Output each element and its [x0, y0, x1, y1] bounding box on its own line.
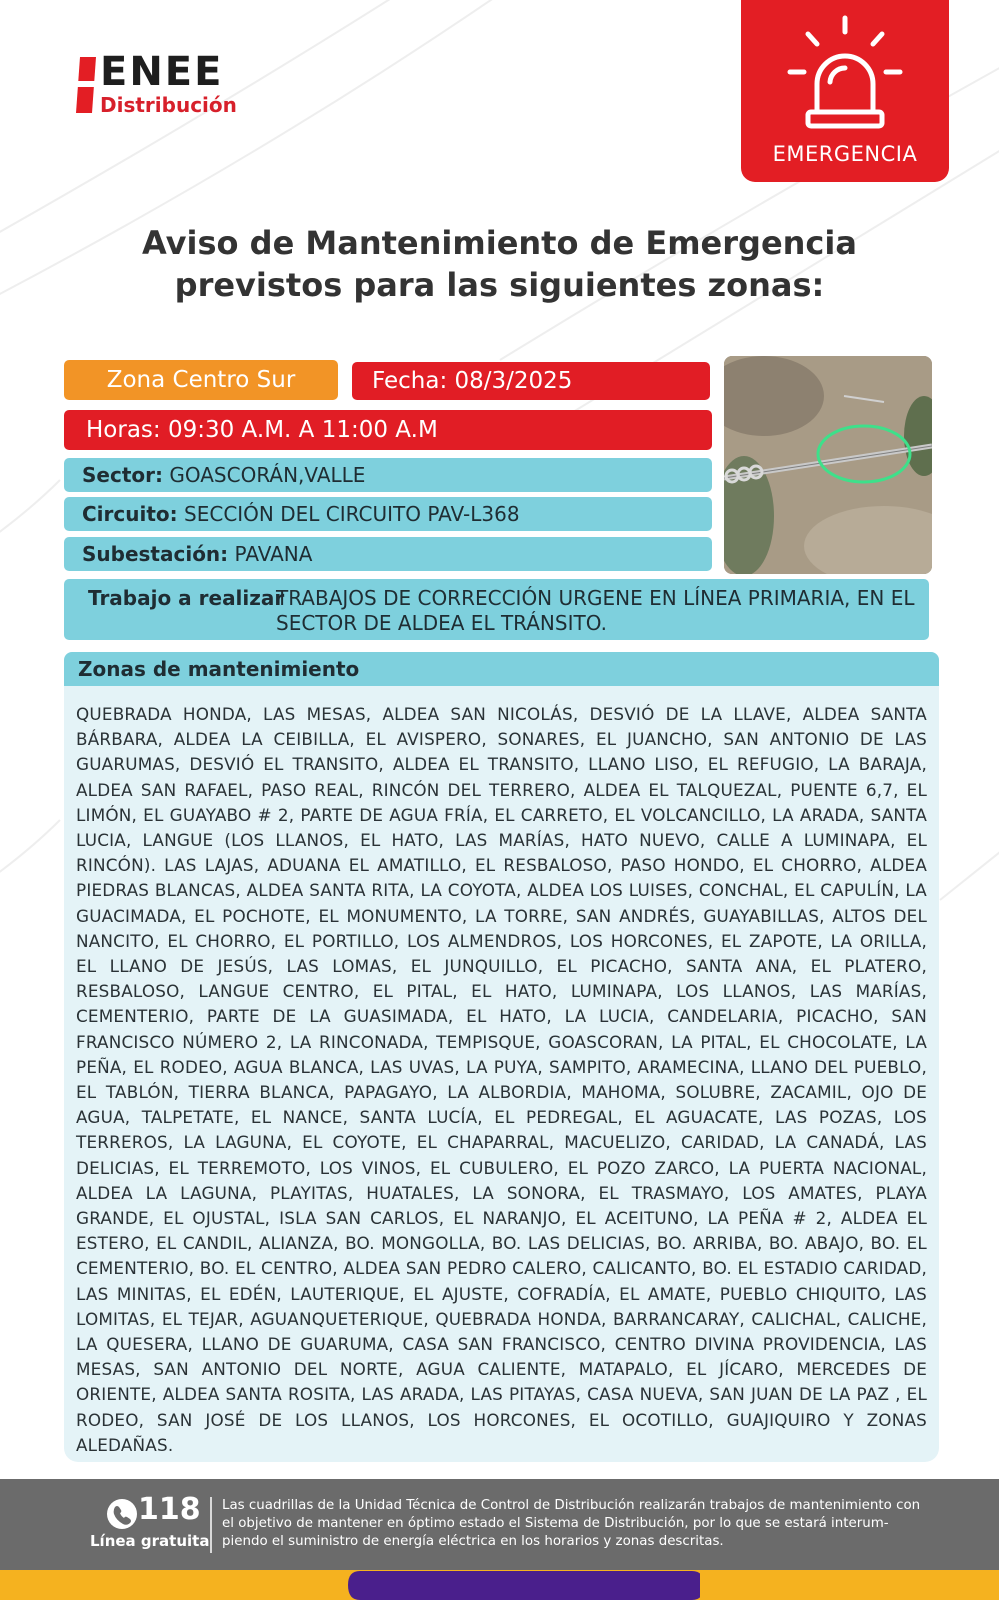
power-line-photo	[724, 356, 932, 574]
title-line-1: Aviso de Mantenimiento de Emergencia	[142, 224, 857, 262]
substation-value: PAVANA	[234, 542, 313, 566]
emergency-label: EMERGENCIA	[772, 142, 918, 166]
footer	[0, 1479, 999, 1600]
sector-value: GOASCORÁN,VALLE	[169, 463, 366, 487]
circuit-label: Circuito:	[82, 502, 178, 526]
sector-row	[64, 458, 712, 492]
circuit-row	[64, 497, 712, 531]
hotline-label: Línea gratuita	[90, 1532, 210, 1550]
substation-label: Subestación:	[82, 542, 229, 566]
footer-divider	[210, 1497, 212, 1553]
zones-list: QUEBRADA HONDA, LAS MESAS, ALDEA SAN NICOLÁS, DESVIÓ DE LA LLAVE, ALDEA SANTA BÁRBARA, ALDEA LA CEIBILLA, EL AVISPERO, SONARES, EL JUANCHO, SAN ANTONIO DE LAS GUARUMAS, DESVIÓ EL TRANSITO, ALDEA EL TRANSITO, LLANO LISO, EL REFUGIO, LA BARAJA, ALDEA SAN RAFAEL, PASO REAL, RINCÓN DEL TERRERO, ALDEA EL TALQUEZAL, PUENTE 6,7, EL LIMÓN, EL GUAYABO # 2, PARTE DE AGUA FRÍA, EL CARRETO, EL VOLCANCILLO, LA ARADA, SANTA LUCIA, LANGUE (LOS LLANOS, EL HATO, LAS MARÍAS, HATO NUEVO, CALLE A LUMINAPA, EL RINCÓN). LAS LAJAS, ADUANA EL AMATILLO, EL RESBALOSO, PASO HONDO, EL CHORRO, ALDEA PIEDRAS BLANCAS, ALDEA SANTA RITA, LA COYOTA, ALDEA LOS LUISES, CONCHAL, EL CAPULÍN, LA GUACIMADA, EL POCHOTE, EL MONUMENTO, LA TORRE, SAN ANDRÉS, GUAYABILLAS, ALTOS DEL NANCITO, EL CHORRO, EL PORTILLO, LOS ALMENDROS, LOS HORCONES, EL ZAPOTE, LA ORILLA, EL LLANO DE JESÚS, LAS LOMAS, EL JUNQUILLO, EL PICACHO, SANTA ANA, EL PLATERO, RESBALOSO, LANGUE CENTRO, EL PITAL, EL HATO, LUMINAPA, LOS LLANOS, LAS MARÍAS, CEMENTERIO, PARTE DE LA GUASIMADA, EL HATO, LA LUCIA, CANDELARIA, PICACHO, SAN FRANCISCO NÚMERO 2, LA RINCONADA, TEMPISQUE, GOASCORAN, LA PITAL, EL CHOCOLATE, LA PEÑA, EL RODEO, AGUA BLANCA, LAS UVAS, LA PUYA, SAMPITO, ARAMECINA, LLANO DEL PUEBLO, EL TABLÓN, TIERRA BLANCA, PAPAGAYO, LA ALBORDIA, MAHOMA, SOLUBRE, ZACAMIL, OJO DE AGUA, TALPETATE, EL NANCE, SANTA LUCÍA, EL PEDREGAL, EL AGUACATE, LAS POZAS, LOS TERREROS, LA LAGUNA, EL COYOTE, EL CHAPARRAL, MACUELIZO, CARIDAD, LA CANADÁ, LAS DELICIAS, EL TERREMOTO, LOS VINOS, EL CUBULERO, EL POZO ZARCO, LA PUERTA NACIONAL, ALDEA LA LAGUNA, PLAYITAS, HUATALES, LA SONORA, EL TRASMAYO, LOS AMATES, PLAYA GRANDE, EL OJUSTAL, ISLA SAN CARLOS, EL NARANJO, EL ACEITUNO, LA PEÑA # 2, ALDEA EL ESTERO, EL CANDIL, ALIANZA, BO. MONGOLLA, BO. LAS DELICIAS, BO. ARRIBA, BO. ABAJO, BO. EL CEMENTERIO, BO. EL CENTRO, ALDEA SAN PEDRO CALERO, CALICANTO, BO. EL ESTADIO CARIDAD, LAS MINITAS, EL EDÉN, LAUTERIQUE, EL AJUSTE, COFRADÍA, EL AMATE, PUEBLO CHIQUITO, LAS LOMITAS, EL TEJAR, AGUANQUETERIQUE, QUEBRADA HONDA, BARRANCARAY, CALICHAL, CALICHE, LA QUESERA, LLANO DE GUARUMA, CASA SAN FRANCISCO, CENTRO DIVINA PROVIDENCIA, LAS MESAS, SAN ANTONIO DEL NORTE, AGUA CALIENTE, MATAPALO, EL JÍCARO, MERCEDES DE ORIENTE, ALDEA SANTA ROSITA, LAS ARADA, LAS PITAYAS, CASA NUEVA, SAN JUAN DE LA PAZ , EL RODEO, SAN JOSÉ DE LOS LLANOS, LOS HORCONES, EL OCOTILLO, GUAJIQUIRO Y ZONAS ALEDAÑAS.	[64, 686, 939, 1462]
footer-notice: Las cuadrillas de la Unidad Técnica de Control de Distribución realizarán trabajos de mantenimiento con el objetivo de mantener en óptimo estado el Sistema de Distribución, por lo que se estará interum-piendo el suministro de energía eléctrica en los horarios y zonas descritas.	[222, 1498, 921, 1549]
substation-row	[64, 537, 712, 571]
logo-mark-icon	[76, 57, 96, 113]
work-value: TRABAJOS DE CORRECCIÓN URGENE EN LÍNEA PRIMARIA, EN EL SECTOR DE ALDEA EL TRÁNSITO.	[276, 586, 915, 635]
date-pill: Fecha: 08/3/2025	[352, 362, 710, 400]
zones-heading: Zonas de mantenimiento	[64, 652, 939, 686]
logo-name: ENEE	[100, 49, 224, 95]
zone-pill: Zona Centro Sur	[64, 360, 338, 400]
title-line-2: previstos para las siguientes zonas:	[174, 266, 825, 304]
emergency-badge	[741, 0, 949, 182]
work-row	[64, 579, 929, 640]
alarm-siren-icon	[786, 14, 904, 134]
enee-logo	[76, 49, 276, 125]
bottom-color-bar	[0, 1567, 999, 1600]
logo-subtitle: Distribución	[100, 93, 237, 117]
sector-label: Sector:	[82, 463, 163, 487]
circuit-value: SECCIÓN DEL CIRCUITO PAV-L368	[184, 502, 520, 526]
work-label: Trabajo a realizar	[88, 586, 285, 610]
site-photo	[724, 356, 932, 574]
hotline-number[interactable]: 118	[138, 1492, 201, 1527]
hours-pill: Horas: 09:30 A.M. A 11:00 A.M	[64, 410, 712, 450]
page-title	[0, 222, 999, 306]
